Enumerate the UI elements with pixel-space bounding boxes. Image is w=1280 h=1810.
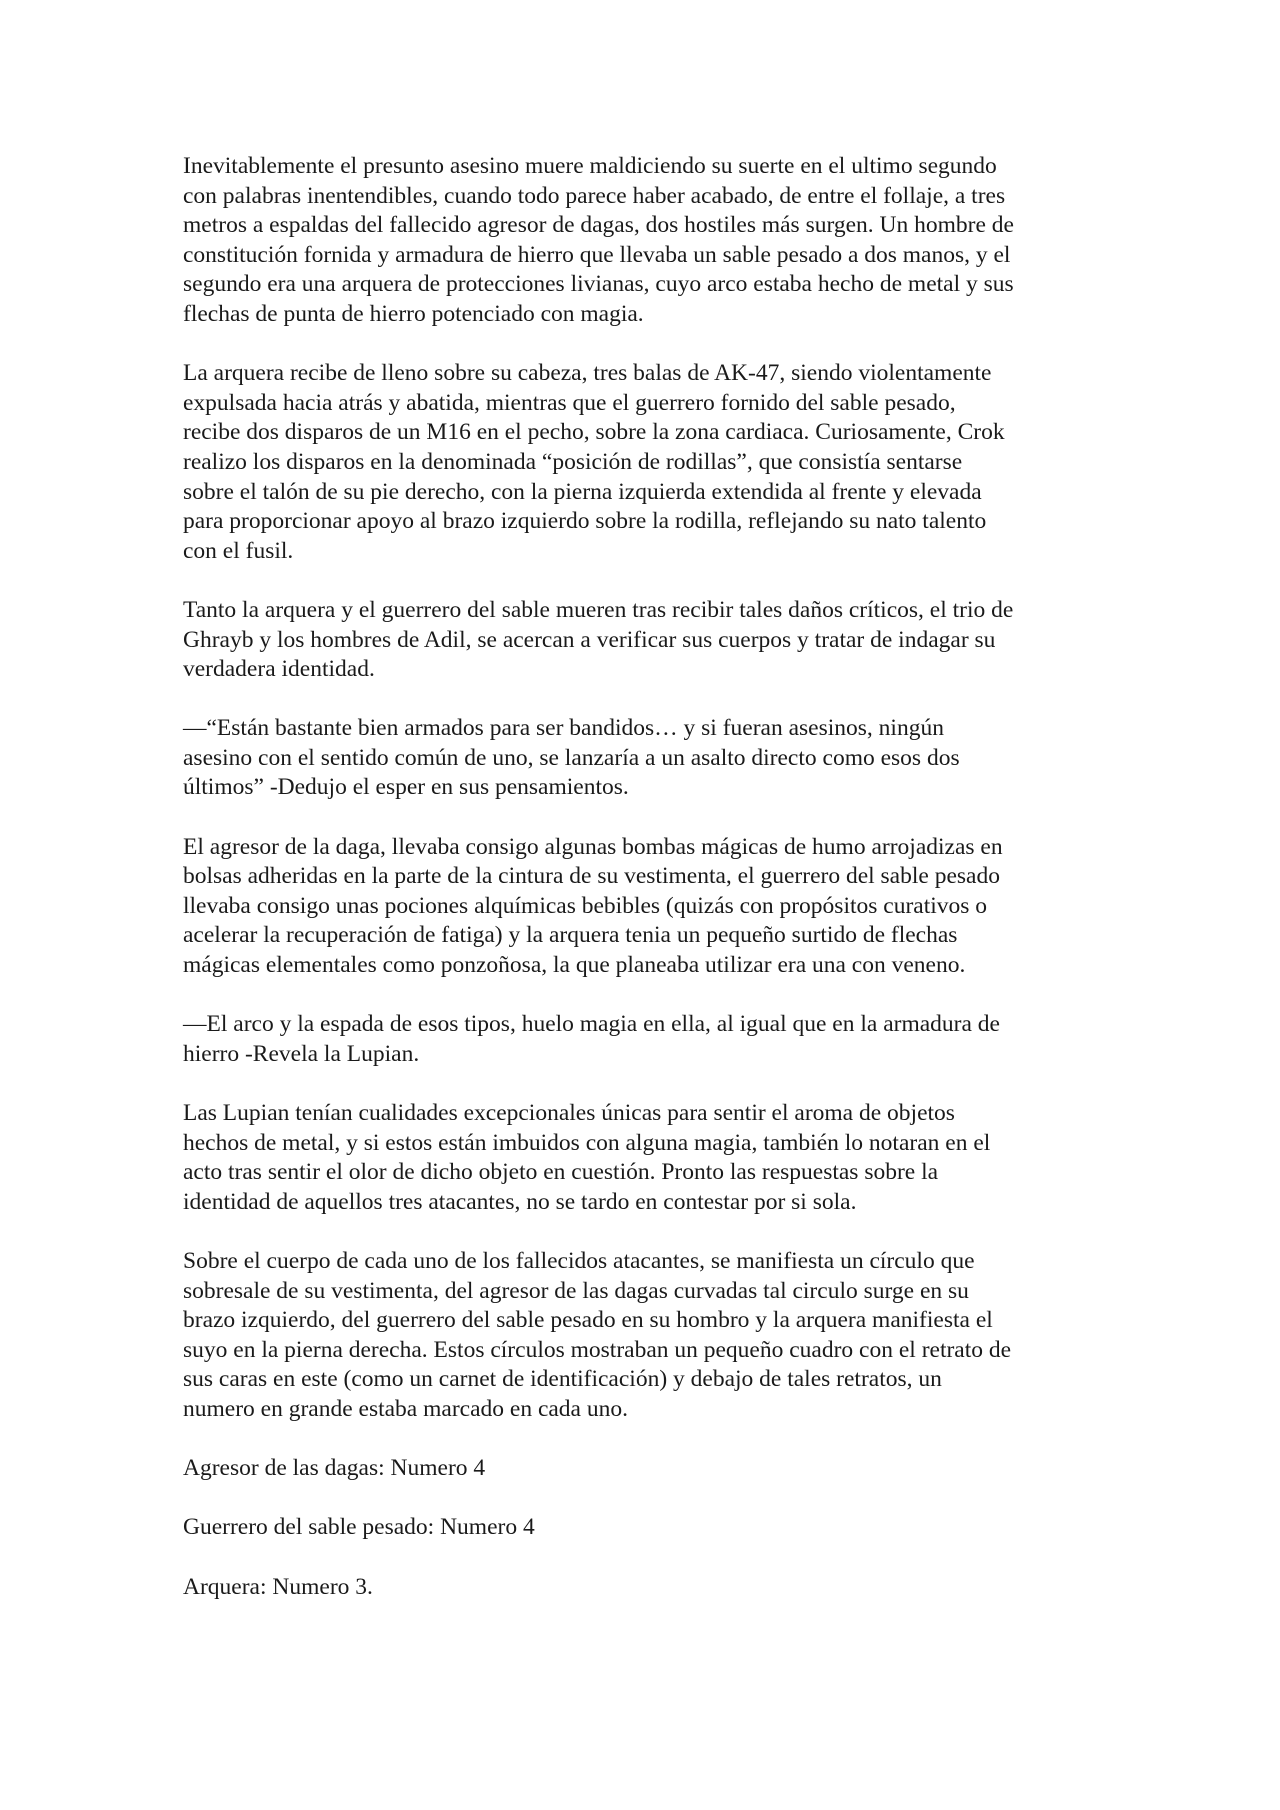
paragraph: Inevitablemente el presunto asesino muere maldiciendo su suerte en el ultimo segundo con palabras inentendibles, cuando todo parece haber acabado, de entre el follaje, a tres metros a espaldas del fallecido agresor de dagas, dos hostiles más surgen. Un hombre de constitución fornida y armadura de hierro que llevaba un sable pesado a dos manos, y el segundo era una arquera de protecciones livianas, cuyo arco estaba hecho de metal y sus flechas de punta de hierro potenciado con magia. bbox=[183, 153, 1014, 327]
paragraph: —El arco y la espada de esos tipos, huelo magia en ella, al igual que en la armadura de hierro -Revela la Lupian. bbox=[183, 1011, 1000, 1067]
paragraph: El agresor de la daga, llevaba consigo algunas bombas mágicas de humo arrojadizas en bolsas adheridas en la parte de la cintura de su vestimenta, el guerrero del sable pesado llevaba consigo unas pociones alquímicas bebibles (quizás con propósitos curativos o acelerar la recuperación de fatiga) y la arquera tenia un pequeño surtido de flechas mágicas elementales como ponzoñosa, la que planeaba utilizar era una con veneno. bbox=[183, 833, 1003, 979]
list-item: Agresor de las dagas: Numero 4 bbox=[183, 1455, 486, 1482]
paragraph: —“Están bastante bien armados para ser bandidos… y si fueran asesinos, ningún asesino con el sentido común de uno, se lanzaría a un asalto directo como esos dos últimos” -Dedujo el esper en sus pensamientos. bbox=[183, 715, 960, 801]
list-item: Guerrero del sable pesado: Numero 4 bbox=[183, 1514, 535, 1541]
paragraph: Las Lupian tenían cualidades excepcionales únicas para sentir el aroma de objetos hechos de metal, y si estos están imbuidos con alguna magia, también lo notaran en el acto tras sentir el olor de dicho objeto en cuestión. Pronto las respuestas sobre la identidad de aquellos tres atacantes, no se tardo en contestar por si sola. bbox=[183, 1100, 991, 1215]
document-page bbox=[183, 152, 1103, 1632]
paragraph: Tanto la arquera y el guerrero del sable mueren tras recibir tales daños críticos, el trio de Ghrayb y los hombres de Adil, se acercan a verificar sus cuerpos y tratar de indagar su verdadera identidad. bbox=[183, 596, 1014, 683]
list-item: Arquera: Numero 3. bbox=[183, 1573, 373, 1600]
paragraph: La arquera recibe de lleno sobre su cabeza, tres balas de AK-47, siendo violentamente expulsada hacia atrás y abatida, mientras que el guerrero fornido del sable pesado, recibe dos disparos de un M16 en el pecho, sobre la zona cardiaca. Curiosamente, Crok realizo los disparos en la denominada “posición de rodillas”, que consistía sentarse sobre el talón de su pie derecho, con la pierna izquierda extendida al frente y elevada para proporcionar apoyo al brazo izquierdo sobre la rodilla, reflejando su nato talento con el fusil. bbox=[183, 360, 1005, 564]
paragraph: Sobre el cuerpo de cada uno de los fallecidos atacantes, se manifiesta un círculo que sobresale de su vestimenta, del agresor de las dagas curvadas tal circulo surge en su brazo izquierdo, del guerrero del sable pesado en su hombro y la arquera manifiesta el suyo en la pierna derecha. Estos círculos mostraban un pequeño cuadro con el retrato de sus caras en este (como un carnet de identificación) y debajo de tales retratos, un numero en grande estaba marcado en cada uno. bbox=[183, 1247, 1012, 1422]
